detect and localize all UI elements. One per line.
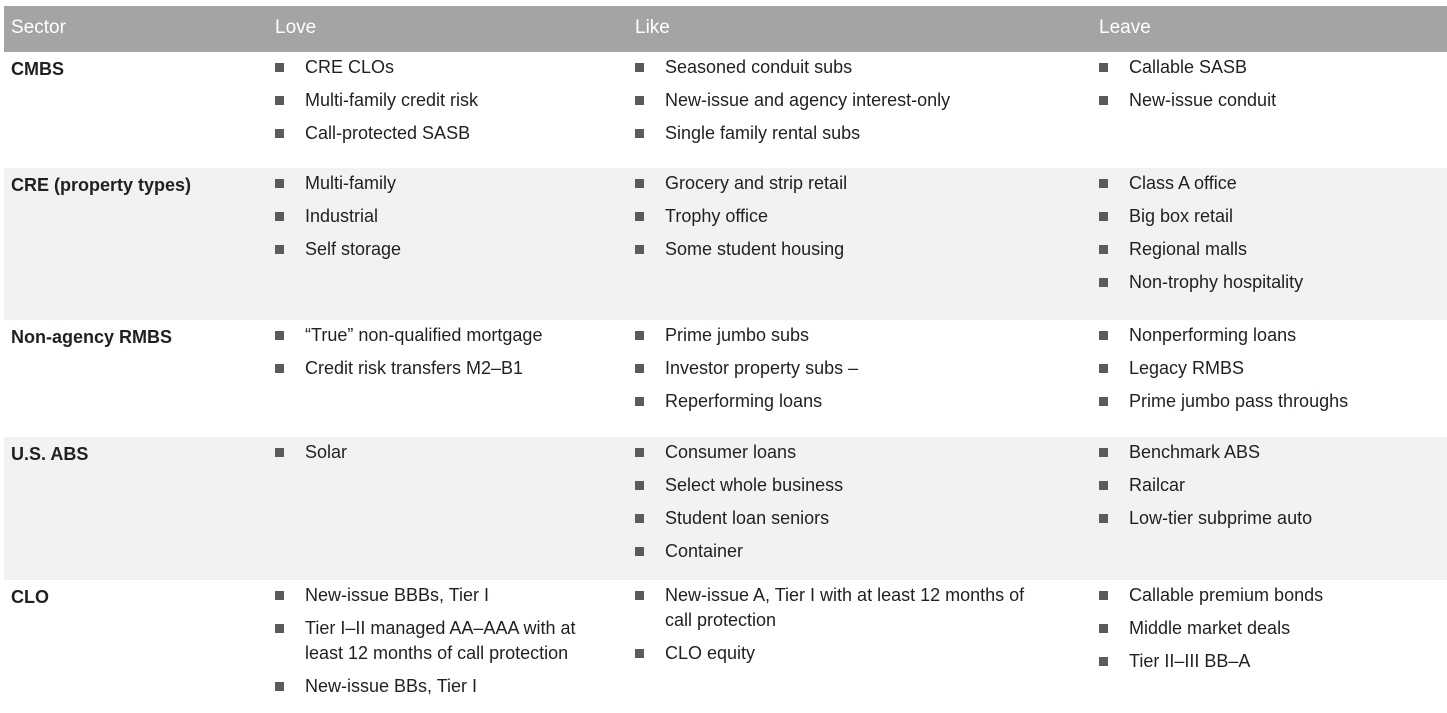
list-item-text: New-issue A, Tier I with at least 12 months of call protection [665, 585, 1025, 630]
list-item [635, 204, 1025, 229]
list-item [275, 121, 605, 146]
square-bullet-icon [1099, 657, 1108, 666]
square-bullet-icon [635, 331, 644, 340]
square-bullet-icon [275, 129, 284, 138]
list-item-text: Student loan seniors [665, 508, 830, 528]
list-item-text: Select whole business [665, 475, 844, 495]
row-cmbs [4, 52, 1447, 168]
list-item [635, 55, 1025, 80]
square-bullet-icon [275, 682, 284, 691]
leave-list [1099, 171, 1429, 303]
list-item [635, 583, 1025, 633]
list-item [275, 88, 605, 113]
square-bullet-icon [1099, 278, 1108, 287]
list-item-text: Grocery and strip retail [665, 173, 848, 193]
square-bullet-icon [275, 591, 284, 600]
square-bullet-icon [635, 63, 644, 72]
list-item-text: Middle market deals [1129, 618, 1291, 638]
header-sector: Sector [11, 17, 66, 38]
list-item-text: Credit risk transfers M2–B1 [305, 358, 524, 378]
list-item-text: Multi-family credit risk [305, 90, 479, 110]
list-item [1099, 270, 1429, 295]
list-item-text: New-issue BBBs, Tier I [305, 585, 490, 605]
list-item-text: Big box retail [1129, 206, 1234, 226]
sector-label: U.S. ABS [11, 444, 89, 464]
like-list [635, 171, 1025, 270]
square-bullet-icon [1099, 179, 1108, 188]
love-list [275, 323, 605, 389]
row-cre [4, 168, 1447, 320]
list-item [1099, 356, 1429, 381]
sector-label: CMBS [11, 59, 64, 79]
square-bullet-icon [635, 481, 644, 490]
love-list [275, 583, 605, 707]
square-bullet-icon [275, 212, 284, 221]
square-bullet-icon [635, 591, 644, 600]
love-list [275, 55, 605, 154]
list-item [1099, 171, 1429, 196]
list-item [1099, 616, 1429, 641]
list-item-text: Legacy RMBS [1129, 358, 1245, 378]
square-bullet-icon [1099, 364, 1108, 373]
square-bullet-icon [1099, 212, 1108, 221]
square-bullet-icon [1099, 591, 1108, 600]
list-item-text: Self storage [305, 239, 402, 259]
list-item [635, 641, 1025, 666]
square-bullet-icon [1099, 63, 1108, 72]
list-item [1099, 204, 1429, 229]
square-bullet-icon [635, 129, 644, 138]
outlook-table [4, 6, 1447, 708]
list-item [1099, 473, 1429, 498]
square-bullet-icon [635, 212, 644, 221]
square-bullet-icon [275, 364, 284, 373]
like-list [635, 440, 1025, 572]
leave-list [1099, 323, 1429, 422]
square-bullet-icon [275, 179, 284, 188]
square-bullet-icon [635, 448, 644, 457]
list-item [635, 88, 1025, 113]
list-item [635, 121, 1025, 146]
list-item-text: Class A office [1129, 173, 1237, 193]
list-item-text: Nonperforming loans [1129, 325, 1297, 345]
square-bullet-icon [635, 397, 644, 406]
list-item [635, 323, 1025, 348]
list-item-text: Callable premium bonds [1129, 585, 1324, 605]
list-item [1099, 583, 1429, 608]
list-item-text: CRE CLOs [305, 57, 395, 77]
list-item-text: New-issue conduit [1129, 90, 1277, 110]
list-item [275, 55, 605, 80]
list-item [275, 674, 605, 699]
square-bullet-icon [1099, 96, 1108, 105]
list-item-text: Callable SASB [1129, 57, 1248, 77]
sector-label: Non-agency RMBS [11, 327, 173, 347]
square-bullet-icon [635, 179, 644, 188]
list-item [275, 616, 605, 666]
square-bullet-icon [1099, 448, 1108, 457]
list-item-text: Railcar [1129, 475, 1186, 495]
square-bullet-icon [635, 547, 644, 556]
like-list [635, 323, 1025, 422]
list-item-text: “True” non-qualified mortgage [305, 325, 543, 345]
list-item [275, 323, 605, 348]
list-item-text: Non-trophy hospitality [1129, 272, 1304, 292]
list-item [635, 171, 1025, 196]
list-item-text: Some student housing [665, 239, 845, 259]
sector-label: CLO [11, 587, 49, 607]
list-item-text: New-issue BBs, Tier I [305, 676, 478, 696]
list-item-text: Prime jumbo subs [665, 325, 810, 345]
list-item-text: Tier I–II managed AA–AAA with at least 12 months of call protection [305, 618, 576, 663]
list-item [275, 356, 605, 381]
square-bullet-icon [1099, 245, 1108, 254]
square-bullet-icon [635, 96, 644, 105]
square-bullet-icon [275, 96, 284, 105]
table-header [4, 6, 1447, 52]
list-item-text: Consumer loans [665, 442, 797, 462]
list-item [1099, 440, 1429, 465]
list-item [635, 237, 1025, 262]
list-item [635, 539, 1025, 564]
list-item-text: Prime jumbo pass throughs [1129, 391, 1349, 411]
leave-list [1099, 440, 1429, 539]
list-item [1099, 323, 1429, 348]
square-bullet-icon [275, 624, 284, 633]
header-love: Love [275, 17, 317, 38]
square-bullet-icon [275, 245, 284, 254]
square-bullet-icon [635, 649, 644, 658]
list-item-text: Solar [305, 442, 348, 462]
list-item [635, 473, 1025, 498]
square-bullet-icon [275, 448, 284, 457]
sector-label: CRE (property types) [11, 175, 192, 195]
square-bullet-icon [1099, 481, 1108, 490]
list-item-text: Trophy office [665, 206, 769, 226]
square-bullet-icon [635, 514, 644, 523]
list-item-text: Single family rental subs [665, 123, 861, 143]
list-item [275, 583, 605, 608]
list-item [1099, 506, 1429, 531]
list-item [635, 506, 1025, 531]
love-list [275, 171, 605, 270]
leave-list [1099, 55, 1429, 121]
list-item-text: New-issue and agency interest-only [665, 90, 951, 110]
list-item-text: Seasoned conduit subs [665, 57, 853, 77]
square-bullet-icon [1099, 331, 1108, 340]
list-item [275, 204, 605, 229]
list-item-text: Reperforming loans [665, 391, 823, 411]
list-item [1099, 55, 1429, 80]
square-bullet-icon [635, 364, 644, 373]
like-list [635, 583, 1025, 674]
list-item-text: Low-tier subprime auto [1129, 508, 1313, 528]
row-clo [4, 580, 1447, 708]
list-item-text: Tier II–III BB–A [1129, 651, 1251, 671]
row-us-abs [4, 437, 1447, 580]
list-item [635, 389, 1025, 414]
list-item-text: Investor property subs – [665, 358, 859, 378]
square-bullet-icon [1099, 624, 1108, 633]
list-item-text: Multi-family [305, 173, 397, 193]
list-item-text: Benchmark ABS [1129, 442, 1261, 462]
list-item-text: Regional malls [1129, 239, 1248, 259]
header-leave: Leave [1099, 17, 1151, 38]
table-body [4, 52, 1447, 708]
list-item [275, 237, 605, 262]
header-like: Like [635, 17, 670, 38]
square-bullet-icon [635, 245, 644, 254]
list-item-text: CLO equity [665, 643, 756, 663]
list-item-text: Call-protected SASB [305, 123, 471, 143]
leave-list [1099, 583, 1429, 682]
list-item [1099, 649, 1429, 674]
list-item [275, 440, 605, 465]
list-item [1099, 237, 1429, 262]
list-item-text: Industrial [305, 206, 379, 226]
list-item [1099, 389, 1429, 414]
square-bullet-icon [1099, 397, 1108, 406]
like-list [635, 55, 1025, 154]
list-item [635, 356, 1025, 381]
list-item [1099, 88, 1429, 113]
list-item [635, 440, 1025, 465]
list-item [275, 171, 605, 196]
list-item-text: Container [665, 541, 744, 561]
love-list [275, 440, 605, 473]
row-non-agency-rmbs [4, 320, 1447, 437]
square-bullet-icon [1099, 514, 1108, 523]
square-bullet-icon [275, 331, 284, 340]
square-bullet-icon [275, 63, 284, 72]
